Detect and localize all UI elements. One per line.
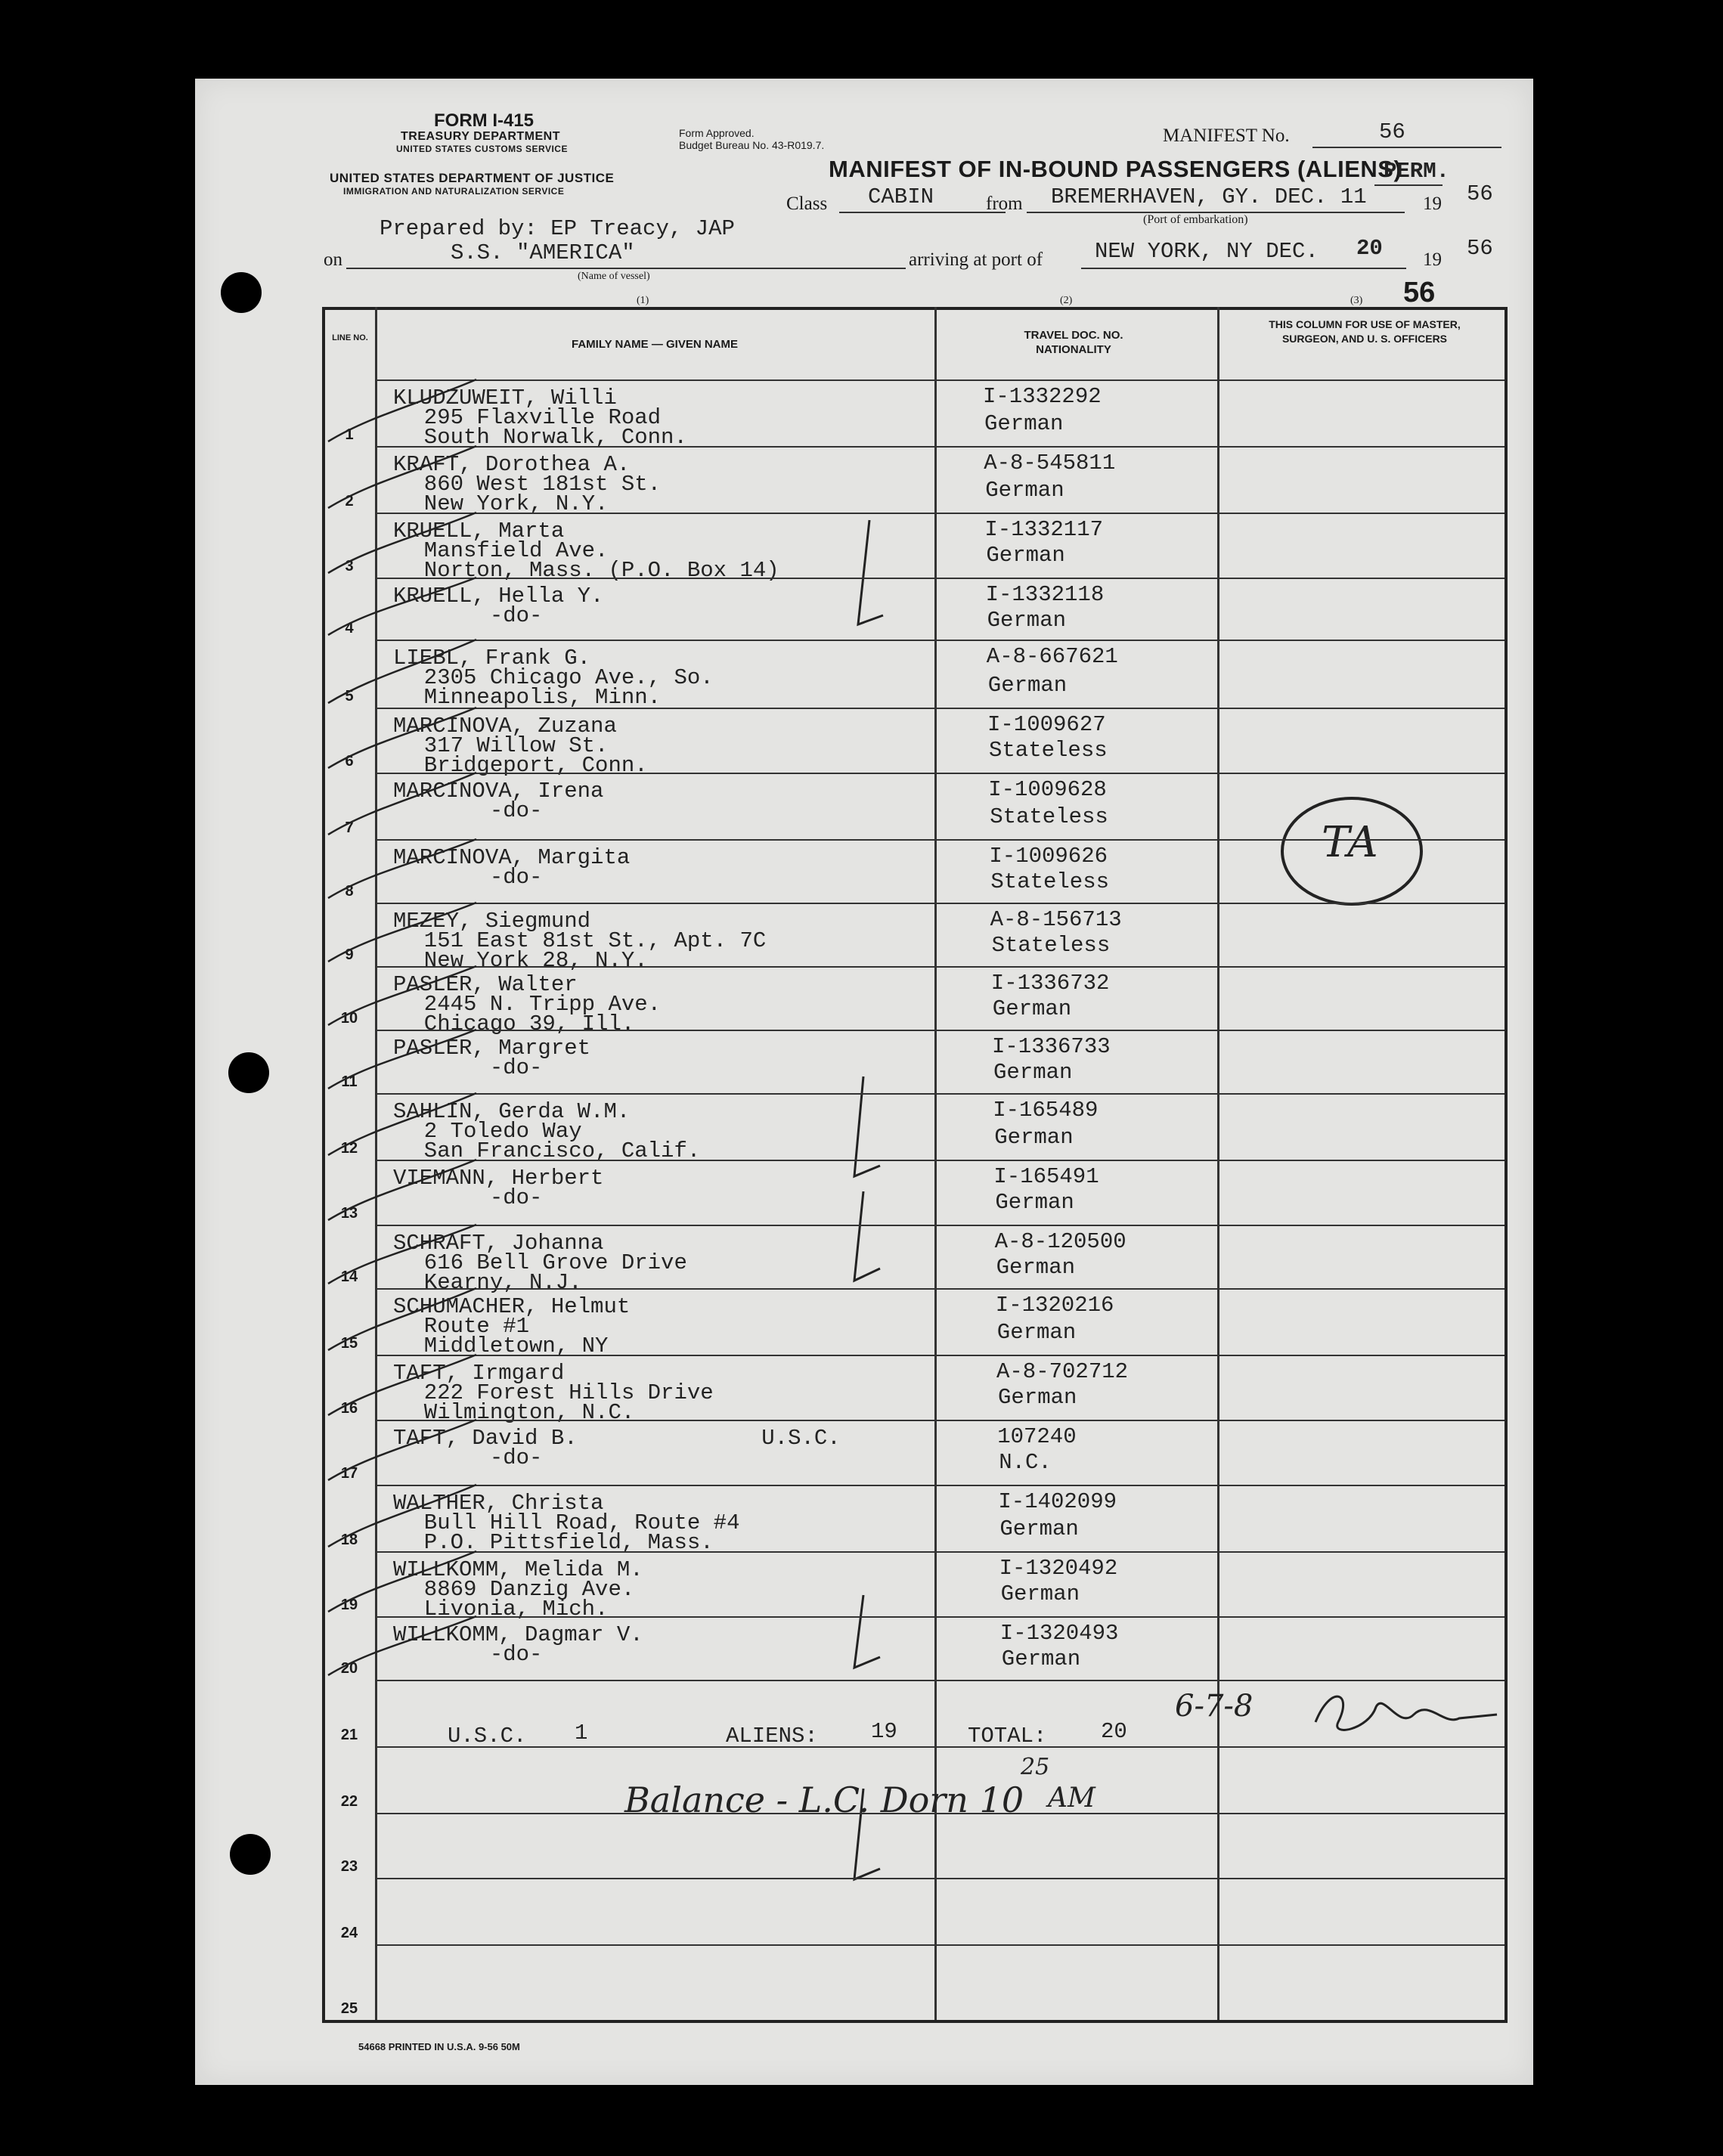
manifest-page [195, 79, 1533, 2085]
line-number: 10 [340, 1010, 358, 1027]
passenger-name: WILLKOMM, Dagmar V. [393, 1622, 643, 1647]
passenger-address: San Francisco, Calif. [398, 1138, 701, 1163]
line-number: 21 [340, 1727, 358, 1743]
total-value: 20 [1101, 1719, 1127, 1744]
line-number: 9 [345, 946, 354, 963]
passenger-table [322, 307, 1508, 2023]
travel-doc-no: I-1332117 [984, 517, 1104, 542]
passenger-address: Bridgeport, Conn. [398, 753, 648, 778]
travel-doc-no: I-165489 [993, 1098, 1099, 1123]
passenger-address: 8869 Danzig Ave. [398, 1577, 635, 1602]
passenger-address: -do- [398, 798, 543, 823]
line-number: 15 [340, 1335, 358, 1352]
line-number: 5 [345, 688, 354, 705]
line-number: 11 [341, 1073, 358, 1090]
passenger-name: VIEMANN, Herbert [393, 1166, 604, 1191]
passenger-address: Middletown, NY [398, 1334, 609, 1358]
travel-doc-no: I-1336732 [990, 971, 1110, 996]
passenger-address: South Norwalk, Conn. [398, 425, 687, 450]
travel-doc-no: I-1402099 [998, 1489, 1117, 1514]
passenger-address: 2445 N. Tripp Ave. [398, 992, 662, 1017]
year-prefix-1: 19 [1423, 194, 1442, 214]
travel-doc-no: I-1320492 [999, 1556, 1118, 1581]
passenger-name: SCHRAFT, Johanna [393, 1231, 604, 1256]
passenger-name: SCHUMACHER, Helmut [393, 1294, 631, 1319]
handwritten-time-sup: 25 [1021, 1754, 1050, 1780]
total-label: TOTAL: [968, 1724, 1047, 1749]
passenger-address: 2 Toledo Way [398, 1119, 582, 1144]
arrival-port: NEW YORK, NY DEC. [1095, 239, 1319, 264]
travel-doc-no: A-8-667621 [986, 644, 1118, 669]
passenger-name: LIEBL, Frank G. [393, 646, 591, 671]
col-header-line-no: LINE NO. [332, 333, 368, 342]
class-label: Class [786, 194, 828, 214]
travel-doc-no: I-1320216 [995, 1293, 1114, 1318]
line-number: 12 [340, 1140, 358, 1157]
nationality: German [996, 1255, 1076, 1280]
manifest-title: MANIFEST OF IN-BOUND PASSENGERS (ALIENS) [829, 156, 1402, 182]
travel-doc-no: A-8-156713 [990, 907, 1122, 932]
passenger-address: Livonia, Mich. [398, 1597, 609, 1622]
passenger-address: Route #1 [398, 1314, 530, 1339]
travel-doc-no: I-1336733 [992, 1034, 1111, 1059]
passenger-address: 295 Flaxville Road [398, 405, 662, 430]
printer-footer: 54668 PRINTED IN U.S.A. 9-56 50M [358, 2041, 520, 2052]
passenger-name: KRUELL, Hella Y. [393, 584, 604, 609]
passenger-address: Chicago 39, Ill. [398, 1011, 635, 1036]
treasury-dept: TREASURY DEPARTMENT [401, 130, 560, 143]
nationality: German [985, 478, 1064, 503]
customs-service: UNITED STATES CUSTOMS SERVICE [396, 144, 568, 154]
col-header-travel: TRAVEL DOC. NO. NATIONALITY [1024, 329, 1123, 356]
passenger-address: New York, N.Y. [398, 491, 609, 516]
on-label: on [324, 249, 342, 270]
travel-doc-no: I-1332292 [983, 384, 1102, 409]
arriving-label: arriving at port of [909, 249, 1043, 270]
passenger-address: -do- [398, 1185, 543, 1210]
class-value: CABIN [868, 184, 934, 209]
passenger-address: -do- [398, 1055, 543, 1080]
col-header-name: FAMILY NAME — GIVEN NAME [571, 338, 739, 351]
passenger-address: 317 Willow St. [398, 733, 609, 758]
passenger-address: 860 West 181st St. [398, 472, 662, 497]
year-2: 56 [1467, 236, 1493, 261]
punch-hole-3 [230, 1834, 271, 1875]
passenger-name: WILLKOMM, Melida M. [393, 1557, 643, 1582]
nationality: German [1001, 1646, 1081, 1671]
usc-value: 1 [575, 1721, 588, 1746]
passenger-address: P.O. Pittsfield, Mass. [398, 1530, 714, 1555]
nationality: German [999, 1516, 1079, 1541]
handwritten-note: Balance - L.C. Dorn 10 [624, 1780, 1024, 1820]
nationality: German [995, 1190, 1074, 1215]
vessel-name: S.S. "AMERICA" [451, 240, 635, 265]
prepared-by: Prepared by: EP Treacy, JAP [380, 216, 735, 241]
passenger-address: -do- [398, 865, 543, 890]
nationality: German [984, 411, 1064, 436]
passenger-address: Wilmington, N.C. [398, 1400, 635, 1425]
col-header-officers: THIS COLUMN FOR USE OF MASTER, SURGEON, AND U. S. OFFICERS [1269, 318, 1461, 345]
line-number: 8 [345, 883, 354, 900]
line-number: 1 [345, 426, 354, 443]
line-number: 19 [340, 1597, 358, 1613]
port-embark-caption: (Port of embarkation) [1143, 213, 1248, 226]
passenger-name: WALTHER, Christa [393, 1491, 604, 1516]
passenger-address: -do- [398, 1445, 543, 1470]
from-label: from [986, 194, 1023, 214]
passenger-address: 616 Bell Grove Drive [398, 1250, 687, 1275]
travel-doc-no: A-8-702712 [996, 1359, 1129, 1384]
col1-number: (1) [637, 295, 649, 306]
nationality: German [987, 673, 1068, 698]
punch-hole-1 [221, 272, 262, 313]
form-approved: Form Approved. [679, 127, 755, 139]
manifest-no-label: MANIFEST No. [1163, 125, 1290, 146]
passenger-name: PASLER, Margret [393, 1036, 591, 1061]
travel-doc-no: I-1009628 [988, 777, 1107, 802]
passenger-name: MARCINOVA, Irena [393, 779, 604, 804]
check-stroke [325, 1609, 491, 1687]
passenger-address: Mansfield Ave. [398, 538, 609, 563]
line-number: 4 [345, 620, 354, 637]
line-number: 24 [340, 1925, 358, 1941]
nationality: German [992, 996, 1072, 1021]
nationality: German [996, 1320, 1077, 1345]
nationality: N.C. [999, 1450, 1052, 1475]
passenger-name: MARCINOVA, Zuzana [393, 714, 617, 739]
travel-doc-no: A-8-120500 [994, 1229, 1126, 1254]
embark-port: BREMERHAVEN, GY. DEC. 11 [1051, 184, 1367, 209]
perm-label: PERM. [1384, 159, 1450, 184]
nationality: Stateless [989, 738, 1108, 763]
line-number: 18 [340, 1532, 358, 1548]
ins-heading: IMMIGRATION AND NATURALIZATION SERVICE [343, 186, 565, 197]
line-number: 25 [340, 2000, 358, 2017]
nationality: German [987, 608, 1067, 633]
year-1: 56 [1467, 181, 1493, 206]
passenger-address: Bull Hill Road, Route #4 [398, 1510, 740, 1535]
col3-value: 56 [1403, 277, 1436, 308]
passenger-name: KLUDZUWEIT, Willi [393, 386, 617, 410]
nationality: German [994, 1125, 1074, 1150]
passenger-name: TAFT, David B. U.S.C. [393, 1426, 841, 1451]
col2-number: (2) [1060, 295, 1073, 306]
col3-number: (3) [1350, 295, 1363, 306]
passenger-name: SAHLIN, Gerda W.M. [393, 1099, 631, 1124]
passenger-name: PASLER, Walter [393, 972, 578, 997]
vessel-caption: (Name of vessel) [578, 271, 650, 282]
line-number: 22 [340, 1793, 358, 1810]
travel-doc-no: 107240 [997, 1424, 1077, 1449]
nationality: German [1000, 1581, 1080, 1606]
line-number: 6 [345, 753, 354, 770]
travel-doc-no: I-1009627 [987, 712, 1106, 737]
travel-doc-no: I-1320493 [999, 1621, 1119, 1646]
passenger-address: Norton, Mass. (P.O. Box 14) [398, 558, 779, 583]
aliens-value: 19 [871, 1719, 897, 1744]
year-prefix-2: 19 [1423, 249, 1442, 270]
passenger-name: KRAFT, Dorothea A. [393, 452, 631, 477]
line-number: 14 [340, 1269, 358, 1285]
nationality: Stateless [991, 933, 1111, 958]
passenger-address: Kearny, N.J. [398, 1270, 582, 1295]
travel-doc-no: A-8-545811 [984, 451, 1116, 475]
nationality: German [998, 1385, 1077, 1410]
passenger-name: MEZEY, Siegmund [393, 909, 591, 934]
line-number: 13 [340, 1205, 358, 1222]
passenger-name: MARCINOVA, Margita [393, 845, 631, 870]
nationality: German [986, 543, 1065, 568]
handwritten-code: 6-7-8 [1175, 1689, 1254, 1724]
manifest-no-value: 56 [1379, 119, 1405, 144]
passenger-address: 2305 Chicago Ave., So. [398, 665, 714, 690]
passenger-address: 151 East 81st St., Apt. 7C [398, 928, 767, 953]
passenger-address: -do- [398, 603, 543, 628]
line-number: 16 [340, 1400, 358, 1417]
doj-heading: UNITED STATES DEPARTMENT OF JUSTICE [330, 171, 615, 185]
nationality: German [993, 1060, 1073, 1085]
ta-stamp-text: TA [1322, 818, 1378, 867]
line-number: 3 [345, 558, 354, 575]
nationality: Stateless [990, 804, 1108, 829]
arrival-day: 20 [1356, 236, 1383, 261]
budget-bureau: Budget Bureau No. 43-R019.7. [679, 139, 825, 151]
handwritten-am: AM [1048, 1783, 1095, 1814]
usc-label: U.S.C. [448, 1724, 527, 1749]
line-number: 2 [345, 493, 354, 510]
passenger-address: 222 Forest Hills Drive [398, 1380, 714, 1405]
passenger-address: New York 28, N.Y. [398, 948, 648, 973]
passenger-name: TAFT, Irmgard [393, 1361, 565, 1386]
punch-hole-2 [228, 1052, 269, 1093]
travel-doc-no: I-165491 [993, 1164, 1099, 1189]
passenger-address: Minneapolis, Minn. [398, 685, 662, 710]
nationality: Stateless [990, 869, 1110, 894]
line-number: 17 [340, 1465, 358, 1482]
aliens-label: ALIENS: [726, 1724, 818, 1749]
travel-doc-no: I-1009626 [989, 844, 1108, 869]
line-number: 23 [340, 1858, 358, 1875]
form-number: FORM I-415 [434, 110, 535, 131]
line-number: 7 [345, 819, 354, 836]
line-number: 20 [340, 1660, 358, 1677]
passenger-address: -do- [398, 1642, 543, 1667]
passenger-name: KRUELL, Marta [393, 519, 565, 544]
travel-doc-no: I-1332118 [985, 582, 1105, 607]
